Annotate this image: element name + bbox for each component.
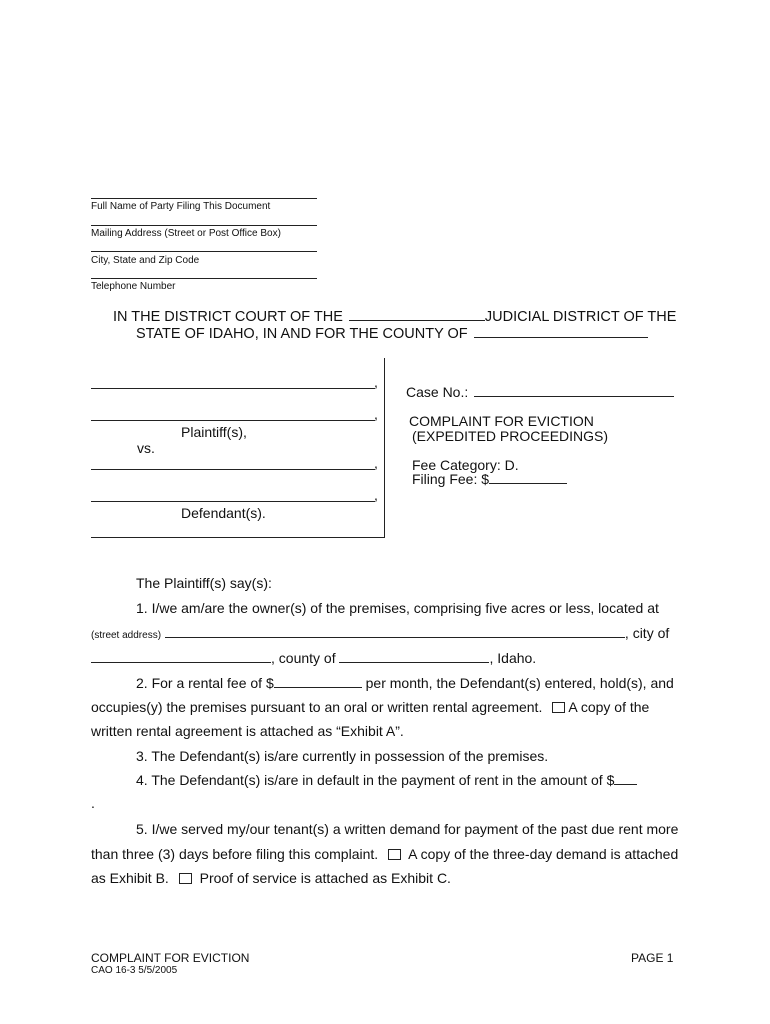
exhibit-b-text: as Exhibit B. <box>91 870 169 886</box>
county-of-label: , county of <box>271 650 336 666</box>
mailing-address-line[interactable] <box>91 225 317 226</box>
default-amount-blank[interactable] <box>614 772 637 785</box>
rental-fee-text: 2. For a rental fee of $ <box>136 675 274 691</box>
paragraph-2-line3: written rental agreement is attached as “Exhibit A”. <box>91 723 404 739</box>
defendant-comma-2: , <box>374 487 378 503</box>
full-name-label: Full Name of Party Filing This Document <box>91 201 271 212</box>
paragraph-2-line2 <box>91 699 649 715</box>
defendant-name-line-1[interactable] <box>91 469 375 470</box>
footer-title: COMPLAINT FOR EVICTION <box>91 951 250 965</box>
proof-of-service-text: Proof of service is attached as Exhibit C. <box>199 870 451 886</box>
case-number-blank[interactable] <box>474 384 674 397</box>
case-number-row <box>406 384 674 400</box>
footer-code: CAO 16-3 5/5/2005 <box>91 965 178 976</box>
paragraph-5-line1: 5. I/we served my/our tenant(s) a written demand for payment of the past due rent more <box>136 821 679 837</box>
paragraph-4 <box>136 772 637 788</box>
stray-period: . <box>91 795 95 811</box>
complaint-title: COMPLAINT FOR EVICTION <box>409 413 594 429</box>
judicial-district-blank[interactable] <box>349 308 485 321</box>
defendant-comma-1: , <box>374 455 378 471</box>
city-state-zip-label: City, State and Zip Code <box>91 255 200 266</box>
default-amount-text: 4. The Defendant(s) is/are in default in the payment of rent in the amount of $ <box>136 772 615 788</box>
filing-fee-blank[interactable] <box>489 471 567 484</box>
telephone-label: Telephone Number <box>91 281 176 292</box>
paragraph-5-line3 <box>91 870 451 886</box>
plaintiff-name-line-1[interactable] <box>91 388 375 389</box>
court-header-line2 <box>136 325 648 342</box>
fee-category: Fee Category: D. <box>412 457 519 473</box>
paragraph-1: 1. I/we am/are the owner(s) of the premises, comprising five acres or less, located at <box>136 600 659 616</box>
plaintiff-comma-1: , <box>374 374 378 390</box>
rental-fee-blank[interactable] <box>274 675 362 688</box>
occupies-text: occupies(y) the premises pursuant to an oral or written rental agreement. <box>91 699 543 715</box>
rental-fee-text-2: per month, the Defendant(s) entered, hold(s), and <box>365 675 674 691</box>
county-blank[interactable] <box>474 325 648 338</box>
court-header-line1-a: IN THE DISTRICT COURT OF THE <box>113 309 343 325</box>
three-days-text: than three (3) days before filing this complaint. <box>91 846 379 862</box>
plaintiffs-label: Plaintiff(s), <box>181 424 247 440</box>
exhibit-b-checkbox[interactable] <box>388 849 401 860</box>
filing-fee-row <box>412 471 567 487</box>
defendants-label: Defendant(s). <box>181 505 266 521</box>
city-county-row <box>91 650 536 666</box>
plaintiff-name-line-2[interactable] <box>91 420 375 421</box>
street-address-label: (street address) <box>91 630 162 641</box>
exhibit-c-checkbox[interactable] <box>179 873 192 884</box>
idaho-label: , Idaho. <box>489 650 537 666</box>
plaintiff-comma-2: , <box>374 406 378 422</box>
court-header-line1 <box>113 308 676 325</box>
street-address-row <box>91 625 669 644</box>
paragraph-3: 3. The Defendant(s) is/are currently in possession of the premises. <box>136 748 549 764</box>
caption-divider <box>384 358 385 538</box>
complaint-subtitle: (EXPEDITED PROCEEDINGS) <box>412 428 609 444</box>
court-header-line1-b: JUDICIAL DISTRICT OF THE <box>484 309 677 325</box>
court-header-line2-text: STATE OF IDAHO, IN AND FOR THE COUNTY OF <box>136 326 468 342</box>
street-address-blank[interactable] <box>165 625 625 638</box>
telephone-line[interactable] <box>91 278 317 279</box>
city-state-zip-line[interactable] <box>91 251 317 252</box>
city-of-label: , city of <box>624 625 670 641</box>
three-day-demand-text: A copy of the three-day demand is attached <box>408 846 679 862</box>
copy-of-text: A copy of the <box>568 699 650 715</box>
caption-bottom-rule <box>91 537 385 538</box>
vs-label: vs. <box>137 440 155 456</box>
full-name-line[interactable] <box>91 198 317 199</box>
case-number-label: Case No.: <box>406 384 469 400</box>
paragraph-2-line1 <box>136 675 674 691</box>
footer-page: PAGE 1 <box>631 951 674 965</box>
filing-fee-label: Filing Fee: $ <box>412 471 490 487</box>
intro-text: The Plaintiff(s) say(s): <box>136 575 272 591</box>
mailing-address-label: Mailing Address (Street or Post Office Box) <box>91 228 281 239</box>
county-name-blank[interactable] <box>339 650 489 663</box>
city-blank[interactable] <box>91 650 271 663</box>
defendant-name-line-2[interactable] <box>91 501 375 502</box>
paragraph-5-line2 <box>91 846 678 862</box>
exhibit-a-checkbox[interactable] <box>552 702 565 713</box>
